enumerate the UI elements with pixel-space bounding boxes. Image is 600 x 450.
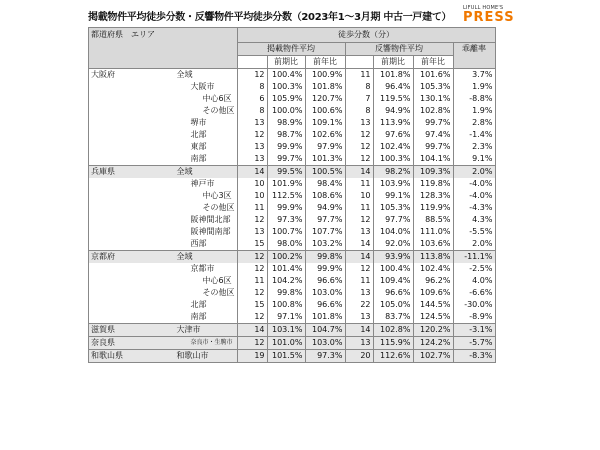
response-minutes-cell: 12 (345, 214, 373, 226)
listed-minutes-cell: 12 (237, 251, 267, 264)
response-yoy-cell: 101.6% (413, 69, 453, 82)
response-minutes-cell: 14 (345, 251, 373, 264)
response-qoq-cell: 97.6% (373, 129, 413, 141)
response-minutes-cell: 12 (345, 153, 373, 166)
pref-cell: 京都府 (89, 251, 133, 264)
response-qoq-cell: 104.0% (373, 226, 413, 238)
table-row (89, 226, 496, 238)
pref-cell: 兵庫県 (89, 166, 133, 179)
table-row (89, 251, 496, 264)
pref-cell (89, 153, 133, 166)
area-cell: 全域 (133, 69, 238, 82)
divergence-cell: -11.1% (453, 251, 495, 264)
area-cell: 全域 (133, 166, 238, 179)
pref-cell (89, 129, 133, 141)
pref-cell (89, 275, 133, 287)
response-qoq-cell: 94.9% (373, 105, 413, 117)
response-yoy-cell: 109.3% (413, 166, 453, 179)
table-row (89, 190, 496, 202)
area-cell: 東部 (133, 141, 238, 153)
response-yoy-cell: 102.7% (413, 350, 453, 363)
listed-minutes-cell: 15 (237, 299, 267, 311)
listed-qoq-cell: 100.3% (267, 81, 305, 93)
header-pref-area: 都道府県 エリア (89, 28, 238, 69)
logo-main-text: PRESS (463, 10, 515, 25)
area-cell: 南部 (133, 311, 238, 324)
pref-cell: 大阪府 (89, 69, 133, 82)
pref-cell (89, 214, 133, 226)
pref-cell (89, 117, 133, 129)
listed-yoy-cell: 94.9% (305, 202, 345, 214)
header-response-avg: 反響物件平均 (345, 43, 453, 56)
listed-minutes-cell: 19 (237, 350, 267, 363)
listed-qoq-cell: 100.2% (267, 251, 305, 264)
listed-minutes-cell: 10 (237, 190, 267, 202)
header-qoq: 前期比 (267, 56, 305, 69)
header-qoq: 前期比 (373, 56, 413, 69)
listed-yoy-cell: 97.9% (305, 141, 345, 153)
logo-top-text: LIFULL HOME'S (463, 5, 504, 11)
response-minutes-cell: 14 (345, 324, 373, 337)
listed-qoq-cell: 99.9% (267, 202, 305, 214)
listed-yoy-cell: 97.3% (305, 350, 345, 363)
response-yoy-cell: 97.4% (413, 129, 453, 141)
header-blank (345, 56, 373, 69)
table-row (89, 275, 496, 287)
listed-yoy-cell: 103.0% (305, 337, 345, 350)
listed-qoq-cell: 98.0% (267, 238, 305, 251)
listed-minutes-cell: 11 (237, 202, 267, 214)
header-walk-minutes: 徒歩分数（分） (237, 28, 495, 43)
response-yoy-cell: 96.2% (413, 275, 453, 287)
divergence-cell: -4.3% (453, 202, 495, 214)
divergence-cell: 9.1% (453, 153, 495, 166)
response-qoq-cell: 113.9% (373, 117, 413, 129)
area-cell: 奈良市・生駒市 (133, 337, 238, 350)
listed-qoq-cell: 99.8% (267, 287, 305, 299)
area-cell: 西部 (133, 238, 238, 251)
listed-qoq-cell: 100.0% (267, 105, 305, 117)
area-cell: その他区 (133, 287, 238, 299)
response-minutes-cell: 13 (345, 226, 373, 238)
table-row (89, 299, 496, 311)
pref-cell (89, 93, 133, 105)
divergence-cell: 4.3% (453, 214, 495, 226)
listed-qoq-cell: 112.5% (267, 190, 305, 202)
response-yoy-cell: 120.2% (413, 324, 453, 337)
response-qoq-cell: 103.9% (373, 178, 413, 190)
area-cell: 阪神間北部 (133, 214, 238, 226)
listed-minutes-cell: 8 (237, 81, 267, 93)
listed-yoy-cell: 101.8% (305, 81, 345, 93)
divergence-cell: -2.5% (453, 263, 495, 275)
listed-yoy-cell: 99.8% (305, 251, 345, 264)
listed-minutes-cell: 14 (237, 324, 267, 337)
response-qoq-cell: 97.7% (373, 214, 413, 226)
response-yoy-cell: 104.1% (413, 153, 453, 166)
table-row (89, 129, 496, 141)
response-qoq-cell: 105.0% (373, 299, 413, 311)
table-row (89, 93, 496, 105)
table-body (89, 69, 496, 363)
listed-minutes-cell: 13 (237, 153, 267, 166)
response-yoy-cell: 144.5% (413, 299, 453, 311)
listed-qoq-cell: 101.9% (267, 178, 305, 190)
listed-minutes-cell: 15 (237, 238, 267, 251)
listed-yoy-cell: 99.9% (305, 263, 345, 275)
area-cell: 全域 (133, 251, 238, 264)
area-cell: その他区 (133, 202, 238, 214)
listed-minutes-cell: 8 (237, 105, 267, 117)
area-cell: 阪神間南部 (133, 226, 238, 238)
table-row (89, 153, 496, 166)
response-qoq-cell: 96.4% (373, 81, 413, 93)
response-yoy-cell: 130.1% (413, 93, 453, 105)
response-yoy-cell: 105.3% (413, 81, 453, 93)
listed-yoy-cell: 98.4% (305, 178, 345, 190)
response-minutes-cell: 12 (345, 141, 373, 153)
response-qoq-cell: 93.9% (373, 251, 413, 264)
listed-yoy-cell: 101.3% (305, 153, 345, 166)
response-minutes-cell: 11 (345, 69, 373, 82)
table-row (89, 287, 496, 299)
table-row (89, 311, 496, 324)
listed-yoy-cell: 104.7% (305, 324, 345, 337)
response-yoy-cell: 109.6% (413, 287, 453, 299)
area-cell: 大阪市 (133, 81, 238, 93)
divergence-cell: -4.0% (453, 190, 495, 202)
area-cell: 南部 (133, 153, 238, 166)
listed-qoq-cell: 98.7% (267, 129, 305, 141)
listed-qoq-cell: 103.1% (267, 324, 305, 337)
header-yoy: 前年比 (413, 56, 453, 69)
listed-yoy-cell: 103.0% (305, 287, 345, 299)
response-qoq-cell: 102.8% (373, 324, 413, 337)
response-yoy-cell: 124.2% (413, 337, 453, 350)
area-cell: 北部 (133, 299, 238, 311)
listed-qoq-cell: 99.7% (267, 153, 305, 166)
listed-minutes-cell: 12 (237, 311, 267, 324)
divergence-cell: -6.6% (453, 287, 495, 299)
area-cell: 京都市 (133, 263, 238, 275)
response-qoq-cell: 100.3% (373, 153, 413, 166)
listed-qoq-cell: 101.4% (267, 263, 305, 275)
listed-yoy-cell: 109.1% (305, 117, 345, 129)
response-minutes-cell: 14 (345, 238, 373, 251)
table-row (89, 141, 496, 153)
listed-yoy-cell: 107.7% (305, 226, 345, 238)
response-qoq-cell: 99.1% (373, 190, 413, 202)
listed-yoy-cell: 100.6% (305, 105, 345, 117)
table-row (89, 69, 496, 82)
divergence-cell: -5.7% (453, 337, 495, 350)
response-qoq-cell: 92.0% (373, 238, 413, 251)
listed-qoq-cell: 101.0% (267, 337, 305, 350)
pref-cell: 和歌山県 (89, 350, 133, 363)
response-yoy-cell: 102.4% (413, 263, 453, 275)
table-row (89, 202, 496, 214)
table-row (89, 350, 496, 363)
response-minutes-cell: 13 (345, 117, 373, 129)
pref-cell (89, 178, 133, 190)
pref-cell (89, 141, 133, 153)
listed-qoq-cell: 100.4% (267, 69, 305, 82)
response-minutes-cell: 11 (345, 178, 373, 190)
divergence-cell: 1.9% (453, 81, 495, 93)
pref-cell (89, 263, 133, 275)
area-cell: 中心3区 (133, 190, 238, 202)
divergence-cell: 3.7% (453, 69, 495, 82)
response-minutes-cell: 14 (345, 166, 373, 179)
listed-qoq-cell: 97.1% (267, 311, 305, 324)
response-yoy-cell: 102.8% (413, 105, 453, 117)
area-cell: 中心6区 (133, 93, 238, 105)
response-yoy-cell: 124.5% (413, 311, 453, 324)
page-title: 掲載物件平均徒歩分数・反響物件平均徒歩分数（2023年1～3月期 中古一戸建て） (88, 12, 452, 23)
table-row (89, 117, 496, 129)
response-minutes-cell: 8 (345, 81, 373, 93)
listed-qoq-cell: 104.2% (267, 275, 305, 287)
area-cell: 中心6区 (133, 275, 238, 287)
table-row (89, 337, 496, 350)
listed-minutes-cell: 13 (237, 141, 267, 153)
area-cell: 北部 (133, 129, 238, 141)
response-minutes-cell: 10 (345, 190, 373, 202)
response-qoq-cell: 119.5% (373, 93, 413, 105)
table-row (89, 166, 496, 179)
response-qoq-cell: 115.9% (373, 337, 413, 350)
response-qoq-cell: 105.3% (373, 202, 413, 214)
area-cell: 和歌山市 (133, 350, 238, 363)
divergence-cell: 2.0% (453, 238, 495, 251)
table-row (89, 238, 496, 251)
divergence-cell: -8.8% (453, 93, 495, 105)
divergence-cell: 2.0% (453, 166, 495, 179)
response-yoy-cell: 119.9% (413, 202, 453, 214)
response-qoq-cell: 101.8% (373, 69, 413, 82)
area-cell: 神戸市 (133, 178, 238, 190)
response-yoy-cell: 119.8% (413, 178, 453, 190)
listed-minutes-cell: 14 (237, 166, 267, 179)
listed-minutes-cell: 6 (237, 93, 267, 105)
response-qoq-cell: 100.4% (373, 263, 413, 275)
listed-minutes-cell: 10 (237, 178, 267, 190)
response-qoq-cell: 96.6% (373, 287, 413, 299)
listed-yoy-cell: 108.6% (305, 190, 345, 202)
pref-cell (89, 287, 133, 299)
listed-qoq-cell: 99.9% (267, 141, 305, 153)
listed-qoq-cell: 99.5% (267, 166, 305, 179)
listed-yoy-cell: 101.8% (305, 311, 345, 324)
listed-yoy-cell: 96.6% (305, 299, 345, 311)
divergence-cell: -8.3% (453, 350, 495, 363)
divergence-cell: -8.9% (453, 311, 495, 324)
divergence-cell: -1.4% (453, 129, 495, 141)
divergence-cell: 2.3% (453, 141, 495, 153)
table-row (89, 214, 496, 226)
table-row (89, 105, 496, 117)
response-yoy-cell: 111.0% (413, 226, 453, 238)
listed-qoq-cell: 101.5% (267, 350, 305, 363)
table-row (89, 324, 496, 337)
divergence-cell: -30.0% (453, 299, 495, 311)
listed-yoy-cell: 120.7% (305, 93, 345, 105)
listed-minutes-cell: 12 (237, 129, 267, 141)
header-divergence: 乖離率 (453, 43, 495, 69)
pref-cell: 奈良県 (89, 337, 133, 350)
response-minutes-cell: 11 (345, 202, 373, 214)
listed-minutes-cell: 12 (237, 287, 267, 299)
area-cell: 堺市 (133, 117, 238, 129)
response-minutes-cell: 20 (345, 350, 373, 363)
response-minutes-cell: 8 (345, 105, 373, 117)
response-minutes-cell: 13 (345, 311, 373, 324)
response-minutes-cell: 12 (345, 129, 373, 141)
header-yoy: 前年比 (305, 56, 345, 69)
divergence-cell: 2.8% (453, 117, 495, 129)
brand-logo (463, 5, 515, 27)
listed-yoy-cell: 100.9% (305, 69, 345, 82)
table-row (89, 263, 496, 275)
pref-cell (89, 299, 133, 311)
pref-cell (89, 238, 133, 251)
response-qoq-cell: 83.7% (373, 311, 413, 324)
response-yoy-cell: 99.7% (413, 117, 453, 129)
listed-qoq-cell: 98.9% (267, 117, 305, 129)
listed-minutes-cell: 12 (237, 69, 267, 82)
listed-yoy-cell: 97.7% (305, 214, 345, 226)
response-minutes-cell: 22 (345, 299, 373, 311)
pref-cell (89, 202, 133, 214)
response-qoq-cell: 112.6% (373, 350, 413, 363)
listed-minutes-cell: 12 (237, 214, 267, 226)
area-cell: その他区 (133, 105, 238, 117)
listed-yoy-cell: 102.6% (305, 129, 345, 141)
response-minutes-cell: 13 (345, 337, 373, 350)
table-row (89, 81, 496, 93)
listed-yoy-cell: 96.6% (305, 275, 345, 287)
pref-cell (89, 226, 133, 238)
pref-cell: 滋賀県 (89, 324, 133, 337)
listed-qoq-cell: 97.3% (267, 214, 305, 226)
walk-minutes-table (88, 27, 496, 363)
response-minutes-cell: 7 (345, 93, 373, 105)
listed-qoq-cell: 100.8% (267, 299, 305, 311)
pref-cell (89, 311, 133, 324)
response-minutes-cell: 11 (345, 275, 373, 287)
header-blank (237, 56, 267, 69)
listed-minutes-cell: 11 (237, 275, 267, 287)
pref-cell (89, 190, 133, 202)
listed-minutes-cell: 13 (237, 226, 267, 238)
listed-minutes-cell: 12 (237, 263, 267, 275)
response-yoy-cell: 99.7% (413, 141, 453, 153)
listed-yoy-cell: 100.5% (305, 166, 345, 179)
pref-cell (89, 105, 133, 117)
header-listed-avg: 掲載物件平均 (237, 43, 345, 56)
divergence-cell: -3.1% (453, 324, 495, 337)
response-qoq-cell: 98.2% (373, 166, 413, 179)
listed-minutes-cell: 13 (237, 117, 267, 129)
divergence-cell: -4.0% (453, 178, 495, 190)
response-qoq-cell: 109.4% (373, 275, 413, 287)
response-minutes-cell: 12 (345, 263, 373, 275)
table-row (89, 178, 496, 190)
listed-qoq-cell: 105.9% (267, 93, 305, 105)
listed-minutes-cell: 12 (237, 337, 267, 350)
response-qoq-cell: 102.4% (373, 141, 413, 153)
listed-qoq-cell: 100.7% (267, 226, 305, 238)
pref-cell (89, 81, 133, 93)
response-yoy-cell: 128.3% (413, 190, 453, 202)
response-yoy-cell: 103.6% (413, 238, 453, 251)
response-minutes-cell: 13 (345, 287, 373, 299)
response-yoy-cell: 88.5% (413, 214, 453, 226)
area-cell: 大津市 (133, 324, 238, 337)
divergence-cell: -5.5% (453, 226, 495, 238)
response-yoy-cell: 113.8% (413, 251, 453, 264)
divergence-cell: 4.0% (453, 275, 495, 287)
divergence-cell: 1.9% (453, 105, 495, 117)
listed-yoy-cell: 103.2% (305, 238, 345, 251)
